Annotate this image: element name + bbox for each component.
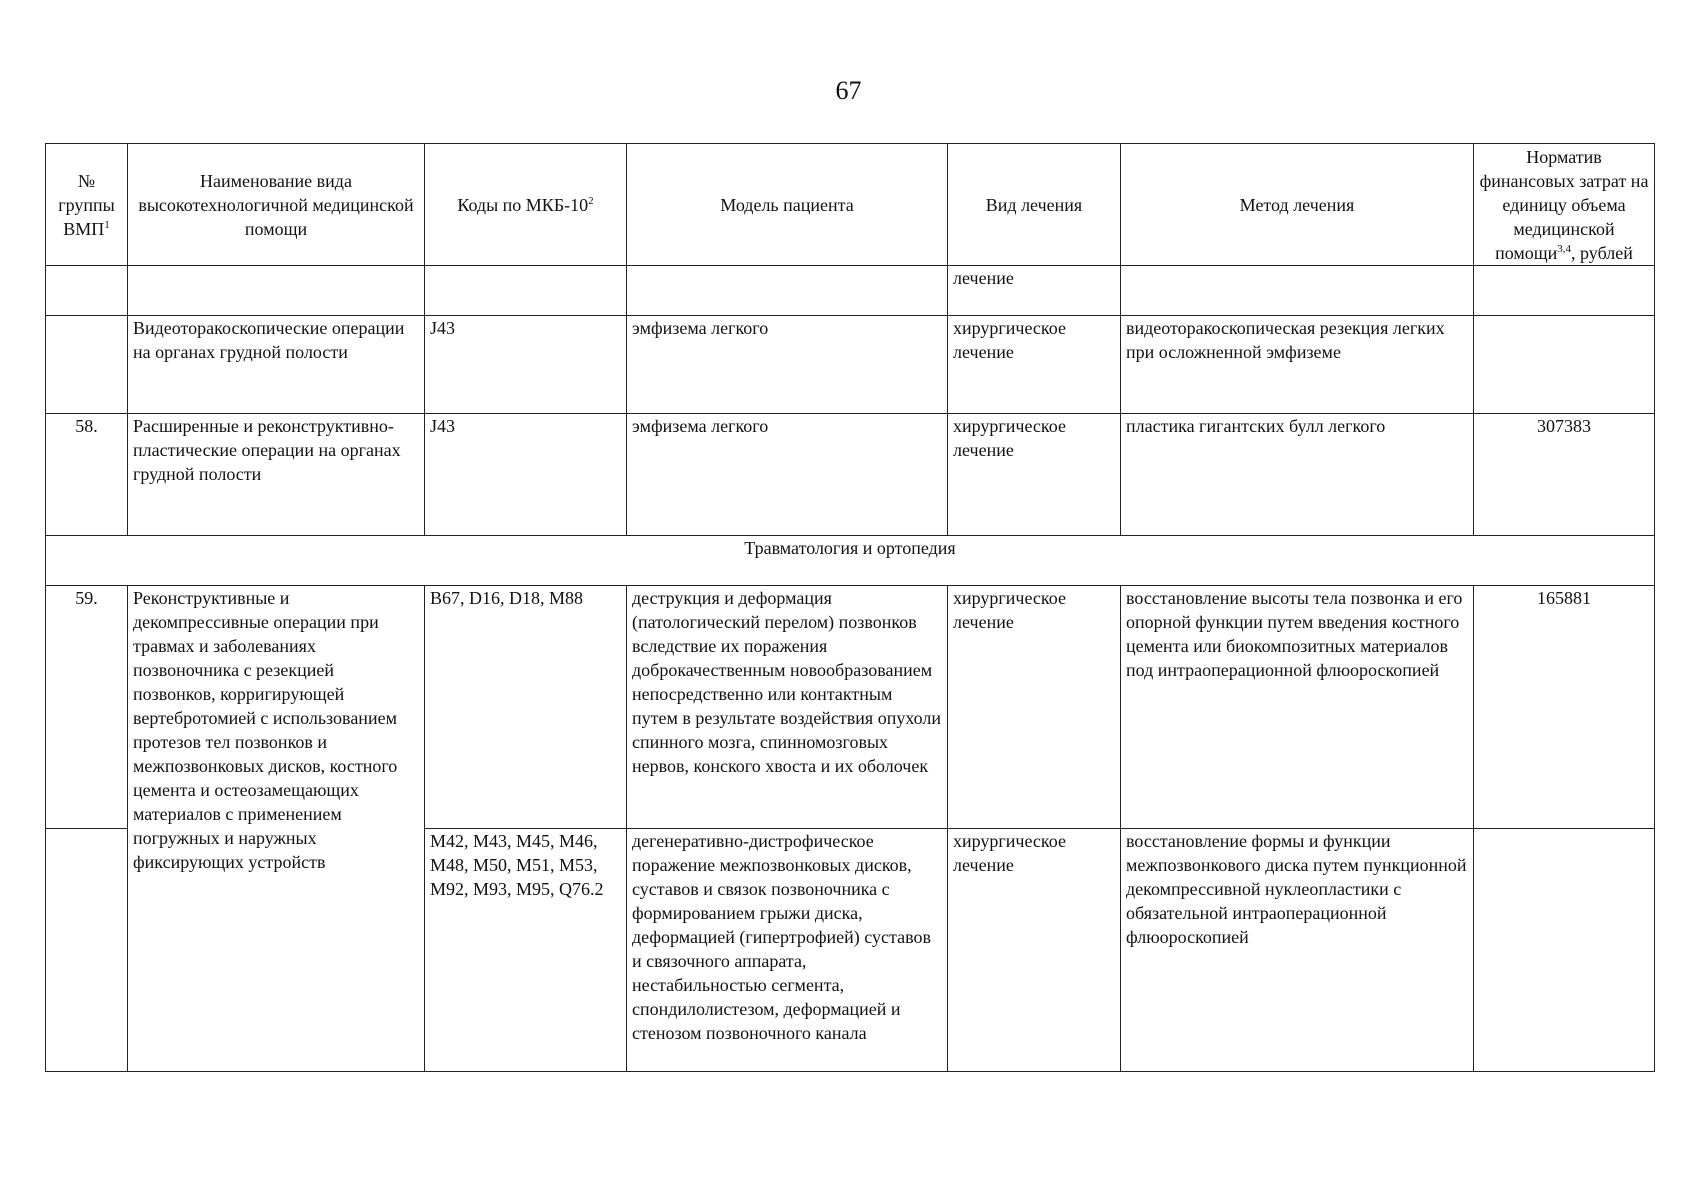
cell-treatment: хирургическое лечение <box>948 586 1121 829</box>
cell-treatment: хирургическое лечение <box>948 829 1121 1072</box>
cell-method: видеоторакоскопическая резекция легких при осложненной эмфиземе <box>1121 316 1474 414</box>
header-group-number: № группы ВМП$^1$ <box>46 144 128 266</box>
cell-treatment: хирургическое лечение <box>948 316 1121 414</box>
cell-number: 58. <box>46 414 128 536</box>
header-codes: Коды по МКБ-$10^2$ <box>425 144 627 266</box>
cell-number <box>46 829 128 1072</box>
table-header-row <box>46 144 1655 266</box>
cell-name: Реконструктивные и декомпрессивные операции при травмах и заболеваниях позвоночника с резекцией позвонков, корригирующей вертебротомией с использованием протезов тел позвонков и межпозвонковых дисков, костного цемента и остеозамещающих материалов с применением погружных и наружных фиксирующих устройств <box>128 586 425 1072</box>
cell-codes: M42, M43, M45, M46, M48, M50, M51, M53, M92, M93, M95, Q76.2 <box>425 829 627 1072</box>
cell-name: Видеоторакоскопические операции на органах грудной полости <box>128 316 425 414</box>
cell-method <box>1121 266 1474 316</box>
cell-codes: J43 <box>425 316 627 414</box>
table-row <box>46 316 1655 414</box>
page-number: 67 <box>835 76 862 105</box>
cell-cost: 165881 <box>1474 586 1655 829</box>
cell-model: эмфизема легкого <box>627 316 948 414</box>
cell-method: пластика гигантских булл легкого <box>1121 414 1474 536</box>
cell-model: деструкция и деформация (патологический перелом) позвонков вследствие их поражения доброкачественным новообразованием непосредственно или контактным путем в результате воздействия опухоли спинного мозга, спинномозговых нервов, конского хвоста и их оболочек <box>627 586 948 829</box>
cell-name <box>128 266 425 316</box>
cell-model: эмфизема легкого <box>627 414 948 536</box>
cell-number: 59. <box>46 586 128 829</box>
cell-codes: B67, D16, D18, M88 <box>425 586 627 829</box>
cell-method: восстановление формы и функции межпозвонкового диска путем пункционной декомпрессивной нуклеопластики с обязательной интраоперационной флюороскопией <box>1121 829 1474 1072</box>
header-name: Наименование вида высокотехнологичной медицинской помощи <box>128 144 425 266</box>
header-method: Метод лечения <box>1121 144 1474 266</box>
cell-method: восстановление высоты тела позвонка и его опорной функции путем введения костного цемента или биокомпозитных материалов под интраоперационной флюороскопией <box>1121 586 1474 829</box>
vmp-table <box>45 143 1655 1072</box>
cell-cost <box>1474 316 1655 414</box>
cell-codes: J43 <box>425 414 627 536</box>
cell-treatment: лечение <box>948 266 1121 316</box>
cell-treatment: хирургическое лечение <box>948 414 1121 536</box>
table-row <box>46 266 1655 316</box>
header-cost: Норматив финансовых затрат на единицу объема медицинской помощи$^{3,4}$, рублей <box>1474 144 1655 266</box>
cell-model <box>627 266 948 316</box>
section-row <box>46 536 1655 586</box>
section-title: Травматология и ортопедия <box>46 536 1655 586</box>
header-treatment-type: Вид лечения <box>948 144 1121 266</box>
cell-number <box>46 316 128 414</box>
cell-cost: 307383 <box>1474 414 1655 536</box>
header-patient-model: Модель пациента <box>627 144 948 266</box>
cell-number <box>46 266 128 316</box>
cell-cost <box>1474 829 1655 1072</box>
cell-cost <box>1474 266 1655 316</box>
cell-model: дегенеративно-дистрофическое поражение межпозвонковых дисков, суставов и связок позвоночника с формированием грыжи диска, деформацией (гипертрофией) суставов и связочного аппарата, нестабильностью сегмента, спондилолистезом, деформацией и стенозом позвоночного канала <box>627 829 948 1072</box>
cell-name: Расширенные и реконструктивно-пластические операции на органах грудной полости <box>128 414 425 536</box>
table-row <box>46 414 1655 536</box>
table-row <box>46 586 1655 829</box>
cell-codes <box>425 266 627 316</box>
